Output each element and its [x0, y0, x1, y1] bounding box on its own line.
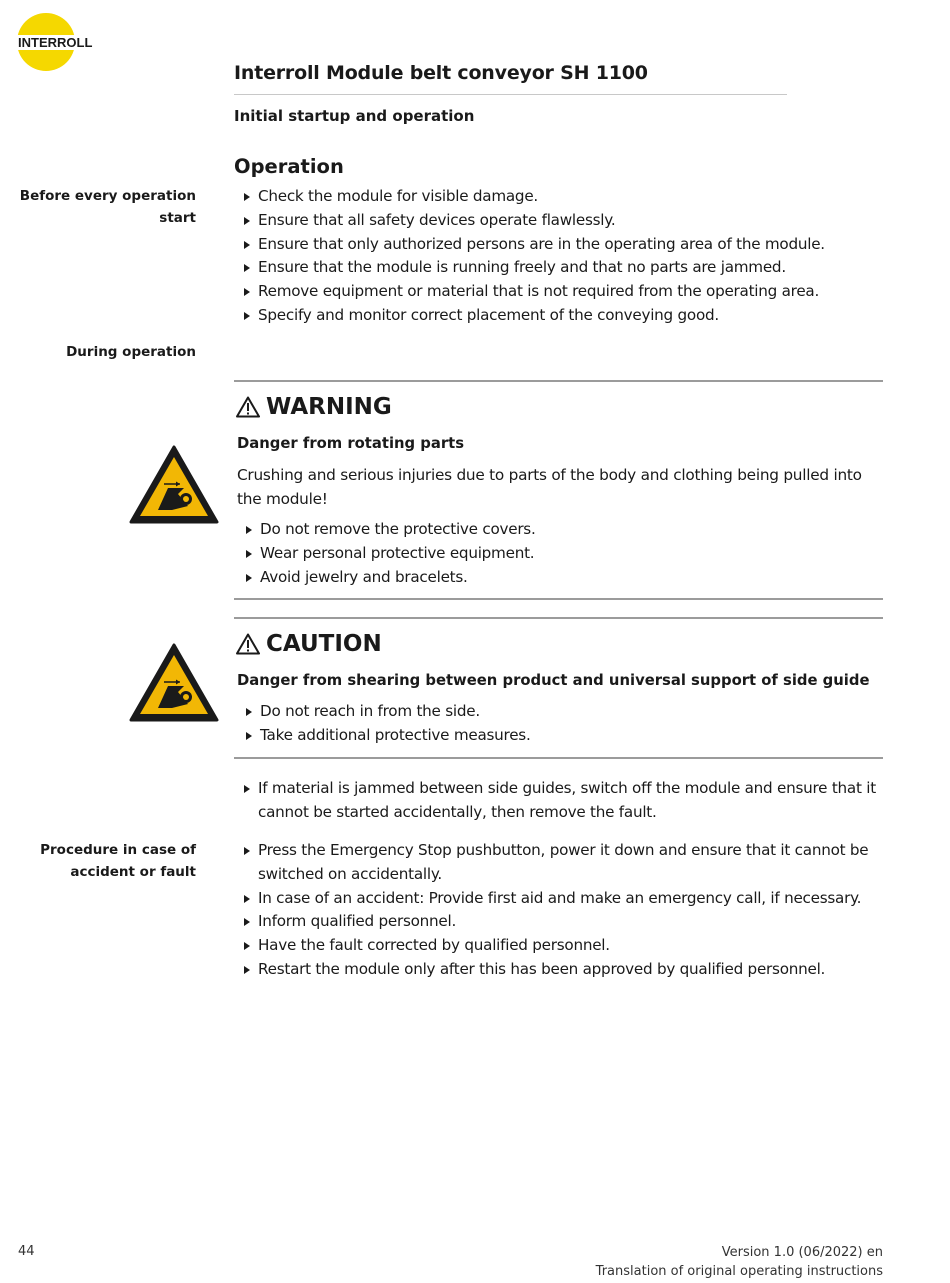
list-item: Avoid jewelry and bracelets. — [236, 566, 876, 590]
side-label-line: start — [159, 210, 196, 226]
side-label-line: Procedure in case of — [40, 842, 196, 858]
caution-list — [236, 700, 876, 748]
page-number: 44 — [18, 1244, 35, 1259]
bullet-icon — [244, 895, 250, 903]
side-label-during: During operation — [66, 344, 196, 360]
bullet-icon — [244, 217, 250, 225]
bullet-icon — [244, 264, 250, 272]
chapter-title: Initial startup and operation — [234, 107, 475, 125]
section-heading: Operation — [234, 155, 344, 178]
title-divider — [234, 94, 787, 95]
caution-bottom-rule — [234, 757, 883, 759]
warning-list — [236, 518, 876, 589]
list-item: Inform qualified personnel. — [234, 910, 886, 934]
bullet-icon — [246, 708, 252, 716]
bullet-icon — [244, 785, 250, 793]
bullet-icon — [244, 942, 250, 950]
bullet-icon — [244, 312, 250, 320]
during-operation-list — [234, 777, 886, 825]
bullet-icon — [244, 193, 250, 201]
warning-signal-word — [236, 394, 392, 420]
list-item: Restart the module only after this has been approved by qualified personnel. — [234, 958, 886, 982]
bullet-icon — [246, 732, 252, 740]
caution-title: Danger from shearing between product and universal support of side guide — [237, 672, 870, 689]
side-label-procedure — [40, 839, 196, 883]
list-item: Ensure that only authorized persons are in the operating area of the module. — [234, 233, 884, 257]
version-label: Version 1.0 (06/2022) en — [721, 1245, 883, 1260]
bullet-icon — [244, 241, 250, 249]
side-label-before-start — [20, 185, 196, 229]
before-start-list — [234, 185, 884, 328]
warning-triangle-icon — [236, 633, 260, 655]
list-item: Ensure that all safety devices operate flawlessly. — [234, 209, 884, 233]
rotating-parts-hazard-icon — [128, 444, 220, 524]
list-item: Remove equipment or material that is not required from the operating area. — [234, 280, 884, 304]
list-item: Do not remove the protective covers. — [236, 518, 876, 542]
signal-word-text: WARNING — [266, 394, 392, 420]
footer-info — [596, 1243, 883, 1281]
side-label-line: Before every operation — [19, 188, 196, 204]
caution-top-rule — [234, 617, 883, 619]
rotating-parts-hazard-icon — [128, 642, 220, 722]
list-item: Do not reach in from the side. — [236, 700, 876, 724]
warning-triangle-icon — [236, 396, 260, 418]
bullet-icon — [244, 966, 250, 974]
side-label-line: accident or fault — [70, 864, 196, 880]
list-item: In case of an accident: Provide first aid and make an emergency call, if necessary. — [234, 887, 886, 911]
signal-word-text: CAUTION — [266, 631, 382, 657]
procedure-list — [234, 839, 886, 982]
list-item: Check the module for visible damage. — [234, 185, 884, 209]
list-item: Have the fault corrected by qualified personnel. — [234, 934, 886, 958]
translation-label: Translation of original operating instructions — [595, 1264, 883, 1279]
list-item: Ensure that the module is running freely and that no parts are jammed. — [234, 256, 884, 280]
warning-text: Crushing and serious injuries due to parts of the body and clothing being pulled into the module! — [237, 466, 862, 508]
bullet-icon — [244, 918, 250, 926]
warning-bottom-rule — [234, 598, 883, 600]
document-title: Interroll Module belt conveyor SH 1100 — [234, 62, 648, 84]
bullet-icon — [246, 574, 252, 582]
bullet-icon — [246, 526, 252, 534]
bullet-icon — [244, 847, 250, 855]
list-item: Specify and monitor correct placement of the conveying good. — [234, 304, 884, 328]
warning-title: Danger from rotating parts — [237, 435, 465, 452]
interroll-logo — [16, 12, 108, 72]
list-item: Wear personal protective equipment. — [236, 542, 876, 566]
list-item: Take additional protective measures. — [236, 724, 876, 748]
caution-signal-word — [236, 631, 382, 657]
bullet-icon — [246, 550, 252, 558]
list-item: If material is jammed between side guides, switch off the module and ensure that it cannot be started accidentally, then remove the fault. — [234, 777, 886, 825]
list-item: Press the Emergency Stop pushbutton, power it down and ensure that it cannot be switched on accidentally. — [234, 839, 886, 887]
bullet-icon — [244, 288, 250, 296]
warning-top-rule — [234, 380, 883, 382]
svg-text:INTERROLL: INTERROLL — [18, 35, 93, 50]
